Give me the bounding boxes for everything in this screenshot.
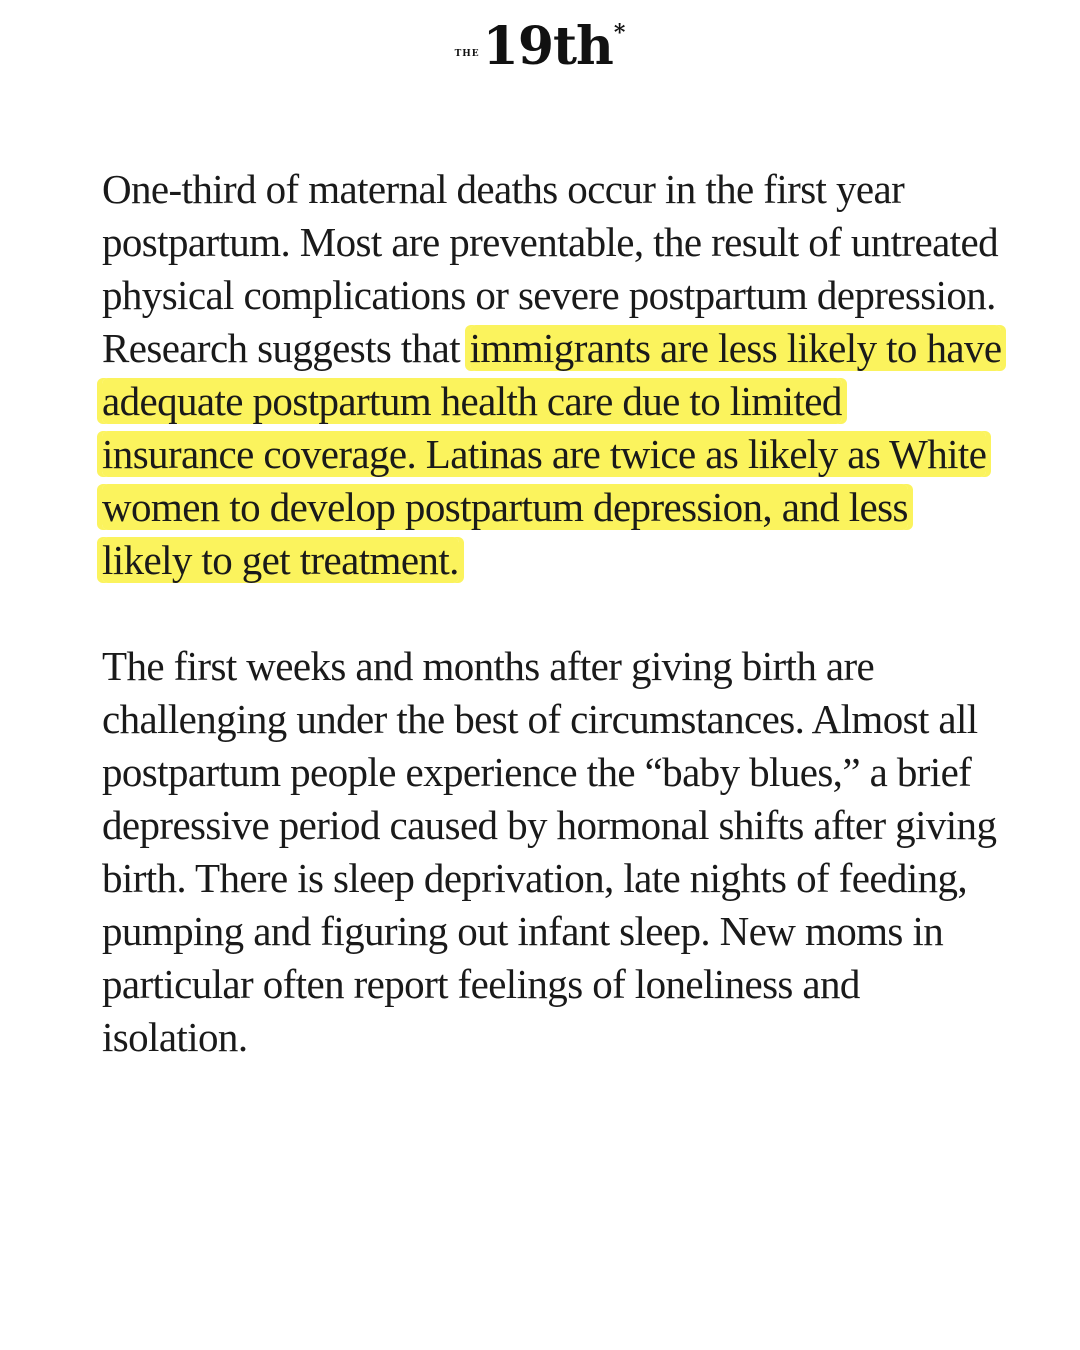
highlighted-passage: immigrants are less likely to have adequate postpartum health care due to limited insurance coverage. Latinas are twice as likely as White women to develop postpartum depression, and less likely to get treatment. — [102, 325, 1002, 583]
publication-logo — [0, 16, 1080, 77]
article-body — [102, 163, 1002, 1064]
logo-19th-text: 19th — [482, 16, 613, 77]
logo-the-text: THE — [454, 49, 480, 59]
paragraph-maternal-deaths — [102, 163, 1002, 587]
paragraph-first-weeks: The first weeks and months after giving birth are challenging under the best of circumstances. Almost all postpartum people experience the “baby blues,” a brief depressive period caused by hormonal shifts after giving birth. There is sleep deprivation, late nights of feeding, pumping and figuring out infant sleep. New moms in particular often report feelings of loneliness and isolation. — [102, 643, 997, 1060]
logo-asterisk: * — [613, 20, 626, 46]
paragraph-1-lead: One-third of maternal deaths occur in the first year postpartum. Most are preventable, the result of untreated physical complications or severe postpartum depression. Research suggests that — [102, 166, 998, 371]
